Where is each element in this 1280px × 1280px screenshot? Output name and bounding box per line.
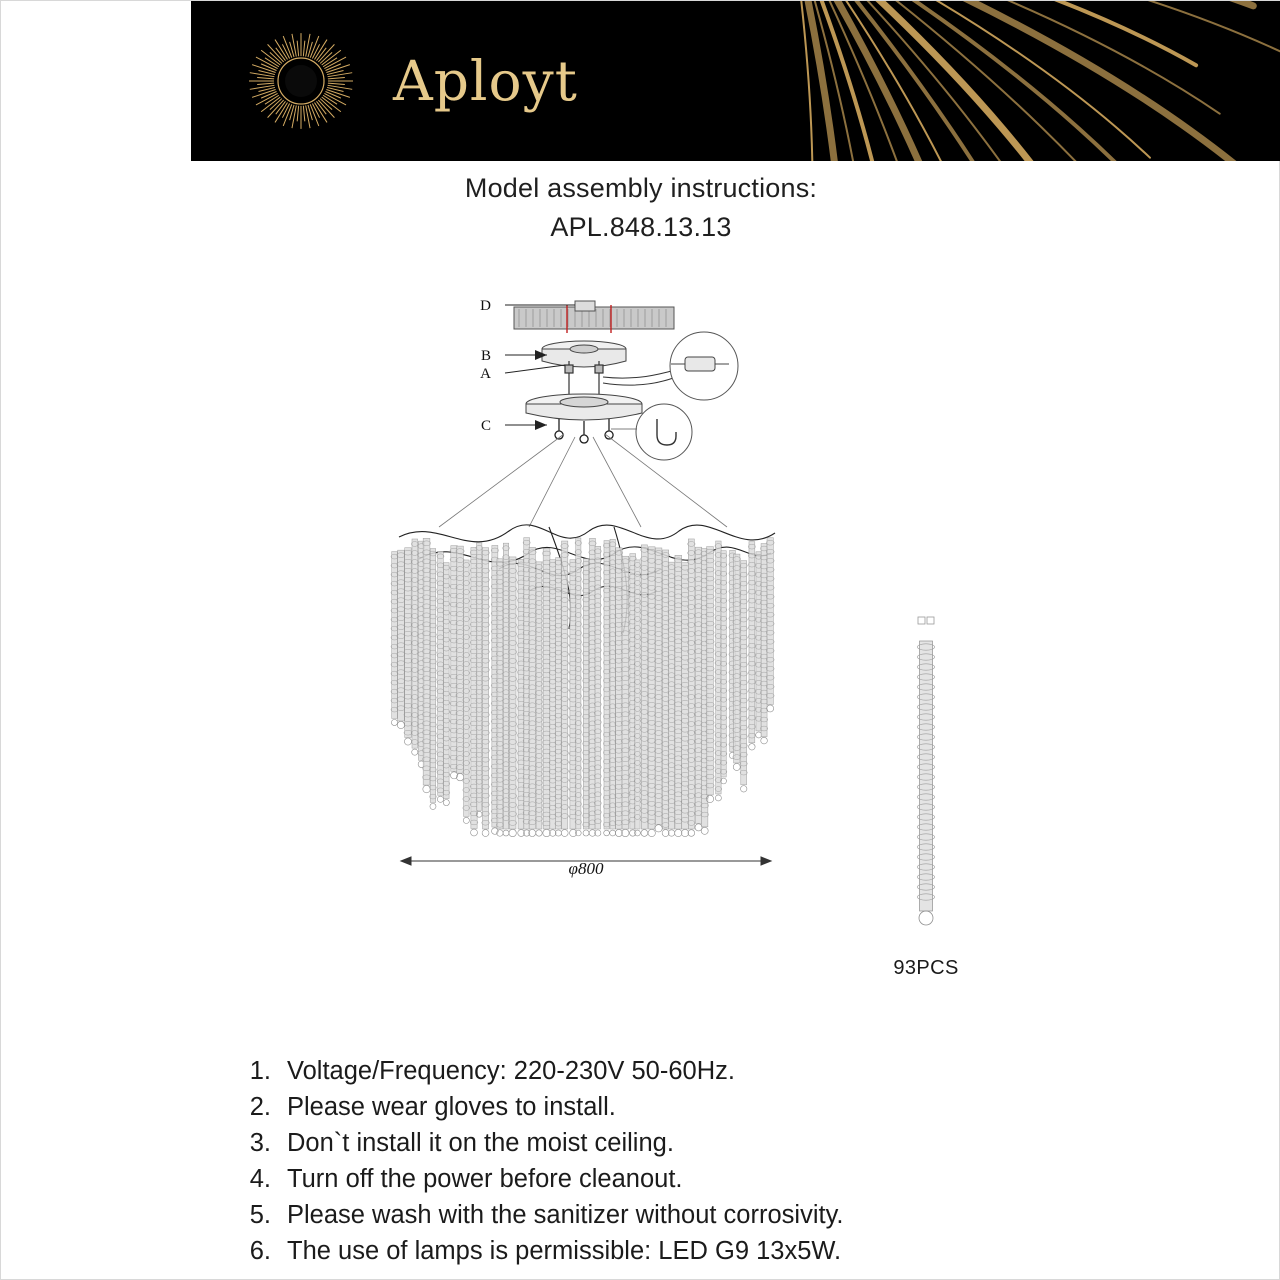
title-line-2: APL.848.13.13 [550, 212, 732, 242]
connector-detail-circle [670, 332, 738, 400]
page-title [1, 173, 1280, 243]
note-text: Please wash with the sanitizer without corrosivity. [287, 1201, 844, 1229]
list-item [233, 1125, 1193, 1161]
dimension-label: φ800 [568, 859, 604, 878]
note-number: 4. [249, 1165, 271, 1193]
hook-detail-circle [636, 404, 692, 460]
title-line-1: Model assembly instructions: [464, 173, 818, 203]
parts-count-label: 93PCS [893, 957, 959, 979]
note-text: Don`t install it on the moist ceiling. [287, 1129, 674, 1157]
list-item [233, 1161, 1193, 1197]
assembly-diagram [379, 269, 939, 999]
note-number: 2. [249, 1093, 271, 1121]
sunburst-logo-icon [231, 23, 371, 139]
parts-list [856, 611, 996, 1011]
mounting-bracket [542, 341, 626, 367]
callout-label-c: C [480, 418, 491, 434]
notes-list [233, 1053, 1193, 1269]
list-item [233, 1089, 1193, 1125]
chandelier-body [391, 525, 775, 837]
list-item [233, 1197, 1193, 1233]
brand-name: Aployt [393, 48, 578, 113]
note-number: 5. [249, 1201, 271, 1229]
note-text: Turn off the power before cleanout. [287, 1165, 683, 1193]
note-number: 3. [249, 1129, 271, 1157]
note-text: Please wear gloves to install. [287, 1093, 616, 1121]
crystal-rod-icon [866, 611, 986, 951]
note-text: Voltage/Frequency: 220-230V 50-60Hz. [287, 1057, 735, 1085]
note-number: 6. [249, 1237, 271, 1265]
callout-label-d: D [480, 298, 491, 314]
fan-rays-icon [751, 1, 1280, 161]
list-item [233, 1233, 1193, 1269]
callout-label-a: A [480, 366, 491, 382]
canopy-ring [526, 394, 642, 420]
note-text: The use of lamps is permissible: LED G9 13x5W. [287, 1237, 842, 1265]
brand-lockup [231, 23, 578, 139]
callout-label-b: B [480, 348, 491, 364]
list-item [233, 1053, 1193, 1089]
brand-header [191, 1, 1280, 161]
note-number: 1. [249, 1057, 271, 1085]
